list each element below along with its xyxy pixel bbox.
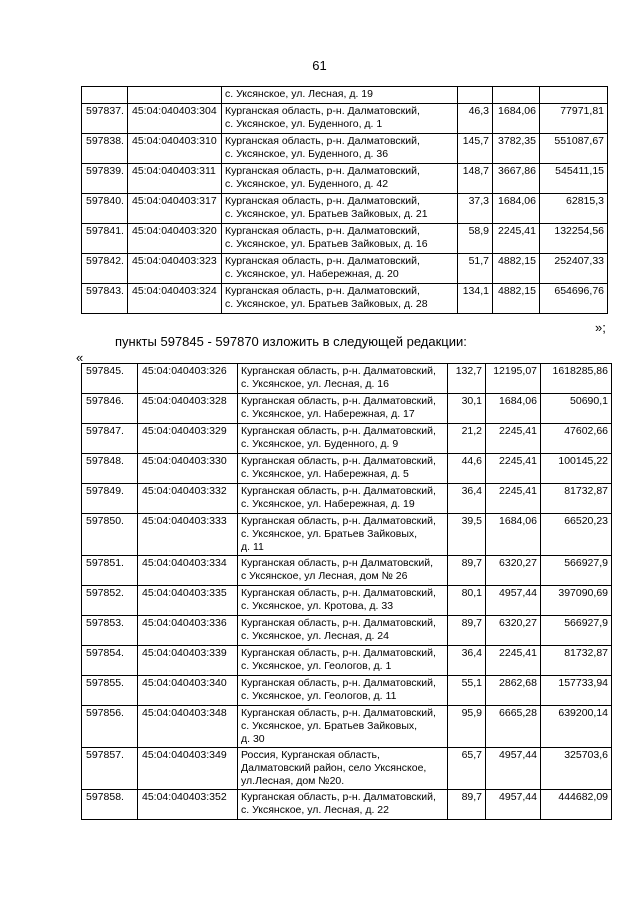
area-value: 51,7 <box>458 254 493 284</box>
address-line: Курганская область, р-н. Далматовский, <box>241 395 436 407</box>
row-number <box>82 87 128 104</box>
cadastral-number: 45:04:040403:352 <box>138 790 238 820</box>
address-line: Далматовский район, село Уксянское, <box>241 762 427 774</box>
address-line: с. Уксянское, ул. Набережная, д. 17 <box>241 408 415 420</box>
address-line: Курганская область, р-н. Далматовский, <box>241 647 436 659</box>
address-line: с. Уксянское, ул. Набережная, д. 20 <box>225 268 399 280</box>
address <box>222 194 458 224</box>
row-number: 597849. <box>82 484 138 514</box>
price-value: 2245,41 <box>493 224 540 254</box>
address-line: с. Уксянское, ул. Лесная, д. 19 <box>225 88 373 100</box>
address <box>238 514 448 556</box>
total-value: 66520,23 <box>541 514 612 556</box>
total-value: 81732,87 <box>541 646 612 676</box>
total-value: 47602,66 <box>541 424 612 454</box>
total-value: 50690,1 <box>541 394 612 424</box>
total-value: 397090,69 <box>541 586 612 616</box>
address-line: с. Уксянское, ул. Лесная, д. 22 <box>241 804 389 816</box>
address-line: с. Уксянское, ул. Набережная, д. 5 <box>241 468 409 480</box>
property-table-amended <box>81 363 612 820</box>
table-row <box>82 424 612 454</box>
row-number: 597850. <box>82 514 138 556</box>
cadastral-number: 45:04:040403:320 <box>128 224 222 254</box>
table-row <box>82 484 612 514</box>
address-line: с. Уксянское, ул. Братьев Зайковых, д. 28 <box>225 298 428 310</box>
address-line: Курганская область, р-н. Далматовский, <box>241 425 436 437</box>
row-number: 597851. <box>82 556 138 586</box>
address <box>238 646 448 676</box>
cadastral-number <box>128 87 222 104</box>
area-value: 80,1 <box>448 586 486 616</box>
area-value: 132,7 <box>448 364 486 394</box>
address-line: Курганская область, р-н. Далматовский, <box>225 105 420 117</box>
price-value: 6320,27 <box>486 556 541 586</box>
area-value: 148,7 <box>458 164 493 194</box>
cadastral-number: 45:04:040403:335 <box>138 586 238 616</box>
total-value: 100145,22 <box>541 454 612 484</box>
area-value: 58,9 <box>458 224 493 254</box>
address <box>222 87 458 104</box>
area-value: 21,2 <box>448 424 486 454</box>
row-number: 597845. <box>82 364 138 394</box>
address-line: Курганская область, р-н. Далматовский, <box>241 455 436 467</box>
area-value: 89,7 <box>448 616 486 646</box>
area-value: 30,1 <box>448 394 486 424</box>
price-value: 2245,41 <box>486 646 541 676</box>
opening-quote: « <box>76 350 84 365</box>
price-value: 6665,28 <box>486 706 541 748</box>
area-value: 44,6 <box>448 454 486 484</box>
cadastral-number: 45:04:040403:329 <box>138 424 238 454</box>
price-value: 1684,06 <box>493 104 540 134</box>
total-value: 444682,09 <box>541 790 612 820</box>
address-line: Курганская область, р-н. Далматовский, <box>241 617 436 629</box>
row-number: 597841. <box>82 224 128 254</box>
total-value: 325703,6 <box>541 748 612 790</box>
address <box>238 484 448 514</box>
table-row <box>82 224 608 254</box>
address-line: Курганская область, р-н. Далматовский, <box>241 485 436 497</box>
address-line: с Уксянское, ул Лесная, дом № 26 <box>241 570 408 582</box>
cadastral-number: 45:04:040403:311 <box>128 164 222 194</box>
price-value: 1684,06 <box>486 394 541 424</box>
amendment-paragraph: пункты 597845 - 597870 изложить в следующей редакции: <box>115 334 467 349</box>
price-value: 2245,41 <box>486 454 541 484</box>
total-value: 252407,33 <box>540 254 608 284</box>
property-table-previous <box>81 86 608 314</box>
address-line: с. Уксянское, ул. Буденного, д. 36 <box>225 148 389 160</box>
address <box>238 454 448 484</box>
address-line: Курганская область, р-н. Далматовский, <box>225 135 420 147</box>
address-line: Курганская область, р-н. Далматовский, <box>225 255 420 267</box>
area-value: 39,5 <box>448 514 486 556</box>
row-number: 597855. <box>82 676 138 706</box>
area-value: 37,3 <box>458 194 493 224</box>
price-value: 1684,06 <box>486 514 541 556</box>
cadastral-number: 45:04:040403:349 <box>138 748 238 790</box>
address-line: Курганская область, р-н. Далматовский, <box>225 225 420 237</box>
table-row <box>82 364 612 394</box>
table-row <box>82 586 612 616</box>
address-line: Курганская область, р-н Далматовский, <box>241 557 433 569</box>
table-row <box>82 284 608 314</box>
cadastral-number: 45:04:040403:317 <box>128 194 222 224</box>
cadastral-number: 45:04:040403:323 <box>128 254 222 284</box>
table-row <box>82 646 612 676</box>
table-row <box>82 706 612 748</box>
cadastral-number: 45:04:040403:339 <box>138 646 238 676</box>
table-row <box>82 616 612 646</box>
address-line: с. Уксянское, ул. Геологов, д. 11 <box>241 690 397 702</box>
cadastral-number: 45:04:040403:333 <box>138 514 238 556</box>
address-line: ул.Лесная, дом №20. <box>241 775 345 787</box>
total-value: 654696,76 <box>540 284 608 314</box>
address-line: Курганская область, р-н. Далматовский, <box>225 165 420 177</box>
area-value: 95,9 <box>448 706 486 748</box>
total-value: 132254,56 <box>540 224 608 254</box>
price-value: 4882,15 <box>493 254 540 284</box>
address-line: Курганская область, р-н. Далматовский, <box>241 791 436 803</box>
row-number: 597854. <box>82 646 138 676</box>
row-number: 597853. <box>82 616 138 646</box>
row-number: 597842. <box>82 254 128 284</box>
address-line: с. Уксянское, ул. Братьев Зайковых, д. 21 <box>225 208 428 220</box>
row-number: 597847. <box>82 424 138 454</box>
cadastral-number: 45:04:040403:310 <box>128 134 222 164</box>
address-line: с. Уксянское, ул. Лесная, д. 24 <box>241 630 389 642</box>
table-row <box>82 790 612 820</box>
row-number: 597837. <box>82 104 128 134</box>
area-value: 36,4 <box>448 646 486 676</box>
address-line: Курганская область, р-н. Далматовский, <box>241 587 436 599</box>
total-value: 566927,9 <box>541 556 612 586</box>
address-line: Курганская область, р-н. Далматовский, <box>225 285 420 297</box>
address-line: Курганская область, р-н. Далматовский, <box>241 677 436 689</box>
area-value <box>458 87 493 104</box>
area-value: 46,3 <box>458 104 493 134</box>
price-value: 2862,68 <box>486 676 541 706</box>
address-line: с. Уксянское, ул. Геологов, д. 1 <box>241 660 392 672</box>
price-value <box>493 87 540 104</box>
address <box>238 556 448 586</box>
address-line: с. Уксянское, ул. Лесная, д. 16 <box>241 378 389 390</box>
total-value: 157733,94 <box>541 676 612 706</box>
cadastral-number: 45:04:040403:334 <box>138 556 238 586</box>
row-number: 597843. <box>82 284 128 314</box>
table-row <box>82 164 608 194</box>
address <box>238 394 448 424</box>
address-line: д. 11 <box>241 541 264 553</box>
table-row <box>82 194 608 224</box>
cadastral-number: 45:04:040403:332 <box>138 484 238 514</box>
row-number: 597856. <box>82 706 138 748</box>
total-value: 81732,87 <box>541 484 612 514</box>
table-row <box>82 134 608 164</box>
price-value: 4957,44 <box>486 790 541 820</box>
address <box>238 424 448 454</box>
cadastral-number: 45:04:040403:326 <box>138 364 238 394</box>
price-value: 4957,44 <box>486 748 541 790</box>
address-line: с. Уксянское, ул. Буденного, д. 9 <box>241 438 399 450</box>
row-number: 597840. <box>82 194 128 224</box>
area-value: 134,1 <box>458 284 493 314</box>
address-line: с. Уксянское, ул. Набережная, д. 19 <box>241 498 415 510</box>
closing-quote: »; <box>595 320 606 335</box>
price-value: 2245,41 <box>486 424 541 454</box>
address <box>238 364 448 394</box>
address <box>238 748 448 790</box>
table-row <box>82 454 612 484</box>
address-line: Курганская область, р-н. Далматовский, <box>241 515 436 527</box>
row-number: 597852. <box>82 586 138 616</box>
total-value: 1618285,86 <box>541 364 612 394</box>
address <box>238 676 448 706</box>
cadastral-number: 45:04:040403:330 <box>138 454 238 484</box>
table-row <box>82 254 608 284</box>
area-value: 36,4 <box>448 484 486 514</box>
address <box>222 164 458 194</box>
page-number: 61 <box>312 58 327 73</box>
price-value: 12195,07 <box>486 364 541 394</box>
table-row <box>82 514 612 556</box>
price-value: 4882,15 <box>493 284 540 314</box>
table-row <box>82 676 612 706</box>
address <box>222 284 458 314</box>
address-line: д. 30 <box>241 733 265 745</box>
area-value: 89,7 <box>448 790 486 820</box>
address-line: Курганская область, р-н. Далматовский, <box>225 195 420 207</box>
row-number: 597846. <box>82 394 138 424</box>
price-value: 2245,41 <box>486 484 541 514</box>
address-line: с. Уксянское, ул. Буденного, д. 42 <box>225 178 389 190</box>
cadastral-number: 45:04:040403:324 <box>128 284 222 314</box>
cadastral-number: 45:04:040403:304 <box>128 104 222 134</box>
row-number: 597857. <box>82 748 138 790</box>
table-row <box>82 748 612 790</box>
address-line: с. Уксянское, ул. Буденного, д. 1 <box>225 118 383 130</box>
table-row <box>82 87 608 104</box>
area-value: 89,7 <box>448 556 486 586</box>
address-line: Курганская область, р-н. Далматовский, <box>241 365 436 377</box>
area-value: 145,7 <box>458 134 493 164</box>
price-value: 3782,35 <box>493 134 540 164</box>
price-value: 3667,86 <box>493 164 540 194</box>
total-value <box>540 87 608 104</box>
address <box>222 224 458 254</box>
table-row <box>82 394 612 424</box>
price-value: 4957,44 <box>486 586 541 616</box>
total-value: 62815,3 <box>540 194 608 224</box>
area-value: 55,1 <box>448 676 486 706</box>
total-value: 566927,9 <box>541 616 612 646</box>
price-value: 6320,27 <box>486 616 541 646</box>
address-line: Курганская область, р-н. Далматовский, <box>241 707 436 719</box>
row-number: 597848. <box>82 454 138 484</box>
address <box>238 790 448 820</box>
row-number: 597839. <box>82 164 128 194</box>
cadastral-number: 45:04:040403:348 <box>138 706 238 748</box>
total-value: 639200,14 <box>541 706 612 748</box>
address-line: с. Уксянское, ул. Братьев Зайковых, <box>241 720 418 732</box>
cadastral-number: 45:04:040403:336 <box>138 616 238 646</box>
address-line: с. Уксянское, ул. Братьев Зайковых, д. 16 <box>225 238 428 250</box>
total-value: 77971,81 <box>540 104 608 134</box>
address-line: Россия, Курганская область, <box>241 749 380 761</box>
address <box>222 104 458 134</box>
price-value: 1684,06 <box>493 194 540 224</box>
row-number: 597858. <box>82 790 138 820</box>
total-value: 551087,67 <box>540 134 608 164</box>
cadastral-number: 45:04:040403:328 <box>138 394 238 424</box>
row-number: 597838. <box>82 134 128 164</box>
address <box>238 616 448 646</box>
address-line: с. Уксянское, ул. Кротова, д. 33 <box>241 600 394 612</box>
address <box>222 254 458 284</box>
address <box>222 134 458 164</box>
total-value: 545411,15 <box>540 164 608 194</box>
cadastral-number: 45:04:040403:340 <box>138 676 238 706</box>
address-line: с. Уксянское, ул. Братьев Зайковых, <box>241 528 418 540</box>
table-row <box>82 556 612 586</box>
address <box>238 706 448 748</box>
address <box>238 586 448 616</box>
area-value: 65,7 <box>448 748 486 790</box>
table-row <box>82 104 608 134</box>
